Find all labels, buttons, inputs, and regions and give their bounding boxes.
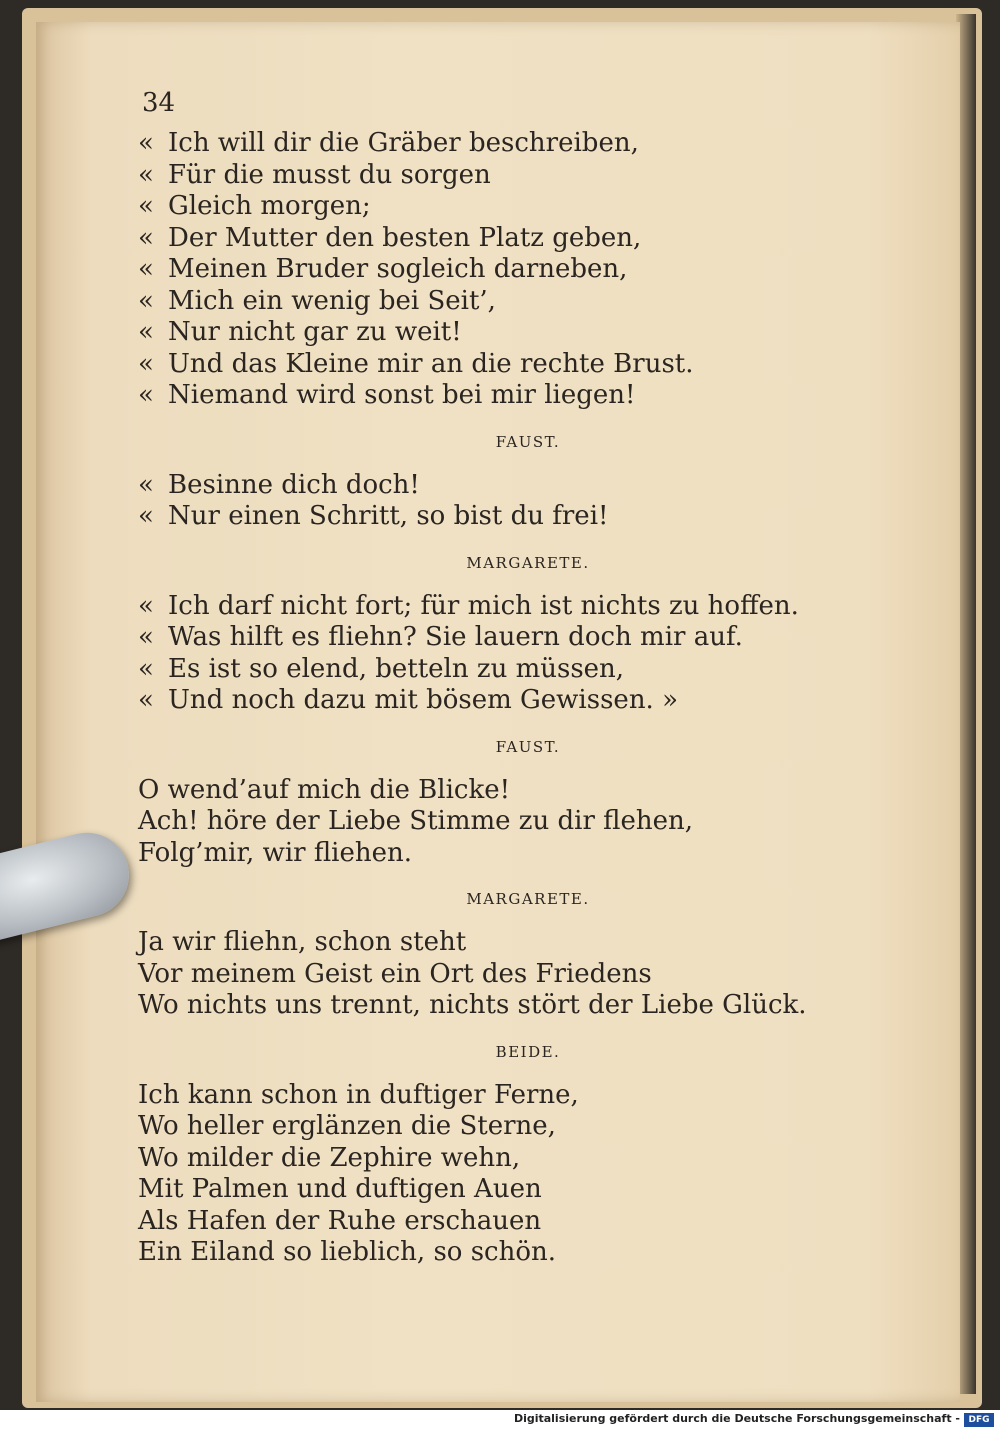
quote-mark: «	[138, 285, 154, 316]
verse-text: Gleich morgen;	[168, 191, 371, 221]
quote-mark: «	[138, 653, 154, 684]
quote-mark: «	[138, 317, 154, 347]
verse-text: Was hilft es fliehn? Sie lauern doch mir auf.	[168, 622, 743, 652]
quote-mark: «	[138, 622, 154, 652]
speaker-label: MARGARETE.	[466, 890, 590, 908]
quote-mark: «	[138, 380, 154, 410]
verse-line	[138, 1237, 858, 1269]
footer-credit: Digitalisierung gefördert durch die Deutsche Forschungsgemeinschaft -	[513, 1412, 960, 1425]
text-block	[138, 128, 858, 1269]
quote-mark: «	[138, 254, 154, 284]
verse-line	[138, 1080, 858, 1112]
footer-bar	[0, 1410, 1000, 1430]
verse-text: Als Hafen der Ruhe erschauen	[138, 1205, 542, 1236]
quote-mark: «	[138, 128, 154, 158]
quote-mark: «	[138, 469, 154, 500]
verse-line	[138, 1143, 858, 1175]
verse-text: Ein Eiland so lieblich, so schön.	[138, 1237, 557, 1267]
verse-line	[138, 223, 858, 255]
quote-mark: «	[138, 159, 154, 190]
verse-text: Ich kann schon in duftiger Ferne,	[138, 1079, 579, 1110]
verse-text: Folg’mir, wir fliehen.	[138, 837, 413, 868]
verse-text: Vor meinem Geist ein Ort des Friedens	[138, 958, 652, 989]
verse-text: Mich ein wenig bei Seit’,	[168, 285, 496, 316]
speaker-label: FAUST.	[495, 432, 561, 451]
verse-line	[138, 254, 858, 286]
quote-mark: «	[138, 590, 154, 621]
verse-line	[138, 591, 858, 623]
verse-line	[138, 1174, 858, 1206]
verse-text: Ich will dir die Gräber beschreiben,	[168, 128, 639, 158]
verse-line	[138, 349, 858, 381]
speaker-label: MARGARETE.	[466, 553, 590, 572]
dfg-logo-icon: DFG	[964, 1413, 994, 1427]
quote-mark: «	[138, 191, 154, 221]
page-number: 34	[142, 88, 176, 118]
verse-line	[138, 685, 858, 717]
verse-line	[138, 654, 858, 686]
verse-text: Ja wir fliehn, schon steht	[138, 927, 467, 957]
verse-line	[138, 286, 858, 318]
verse-text: Es ist so elend, betteln zu müssen,	[168, 653, 625, 684]
verse-line	[138, 317, 858, 349]
speaker-label: BEIDE.	[495, 1042, 561, 1061]
quote-mark: «	[138, 685, 154, 715]
verse-line	[138, 1206, 858, 1238]
verse-text: Und noch dazu mit bösem Gewissen. »	[168, 685, 678, 715]
verse-text: Besinne dich doch!	[168, 469, 420, 500]
quote-mark: «	[138, 501, 154, 531]
verse-line	[138, 622, 858, 654]
verse-text: Und das Kleine mir an die rechte Brust.	[168, 348, 694, 379]
verse-line	[138, 380, 858, 412]
verse-text: Ich darf nicht fort; für mich ist nichts zu hoffen.	[168, 590, 799, 621]
verse-line	[138, 806, 858, 838]
verse-text: Wo milder die Zephire wehn,	[138, 1142, 521, 1173]
verse-line	[138, 160, 858, 192]
verse-text: Für die musst du sorgen	[168, 159, 491, 190]
verse-line	[138, 838, 858, 870]
verse-line	[138, 959, 858, 991]
verse-line	[138, 501, 858, 533]
verse-line	[138, 775, 858, 807]
verse-line	[138, 1111, 858, 1143]
verse-line	[138, 927, 858, 959]
quote-mark: «	[138, 348, 154, 379]
verse-text: Der Mutter den besten Platz geben,	[168, 222, 642, 253]
speaker-label: FAUST.	[495, 737, 561, 756]
verse-text: Meinen Bruder sogleich darneben,	[168, 254, 628, 284]
verse-line	[138, 191, 858, 223]
verse-text: O wend’auf mich die Blicke!	[138, 774, 511, 805]
verse-text: Wo nichts uns trennt, nichts stört der Liebe Glück.	[138, 990, 807, 1020]
verse-text: Niemand wird sonst bei mir liegen!	[168, 380, 636, 410]
verse-text: Wo heller erglänzen die Sterne,	[138, 1111, 556, 1141]
quote-mark: «	[138, 222, 154, 253]
verse-text: Nur einen Schritt, so bist du frei!	[168, 501, 609, 531]
verse-text: Ach! höre der Liebe Stimme zu dir flehen,	[138, 806, 694, 836]
verse-line	[138, 990, 858, 1022]
verse-line	[138, 128, 858, 160]
verse-text: Mit Palmen und duftigen Auen	[138, 1174, 542, 1204]
verse-line	[138, 470, 858, 502]
verse-text: Nur nicht gar zu weit!	[168, 317, 462, 347]
